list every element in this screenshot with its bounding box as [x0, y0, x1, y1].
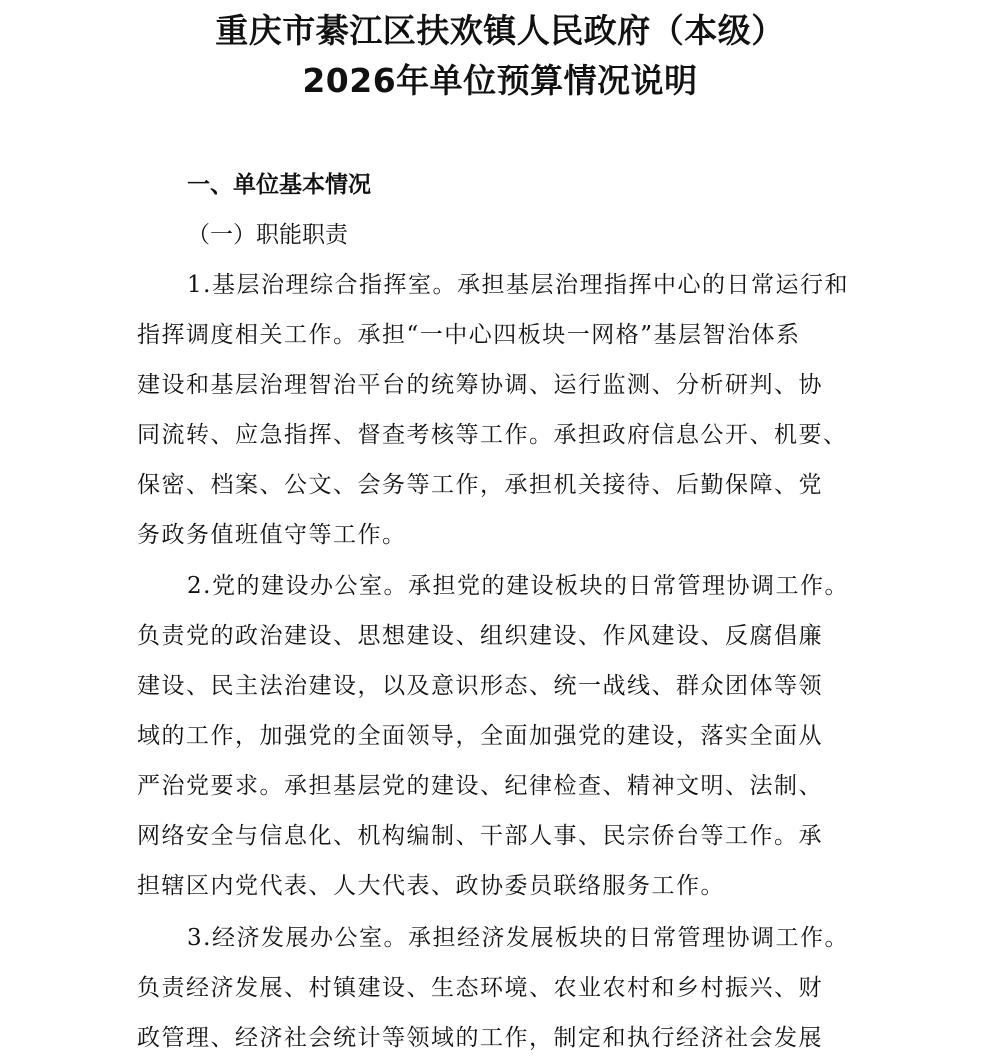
paragraph-line: 务政务值班值守等工作。 — [137, 522, 407, 548]
paragraph-line: 指挥调度相关工作。承担“一中心四板块一网格”基层智治体系 — [137, 322, 801, 348]
paragraph-line: 同流转、应急指挥、督查考核等工作。承担政府信息公开、机要、 — [137, 422, 848, 448]
paragraph-line: 严治党要求。承担基层党的建设、纪律检查、精神文明、法制、 — [137, 773, 823, 799]
paragraph-line: 建设和基层治理智治平台的统筹协调、运行监测、分析研判、协 — [137, 372, 823, 398]
paragraph-line: 负责经济发展、村镇建设、生态环境、农业农村和乡村振兴、财 — [137, 975, 823, 1001]
paragraph-line: 网络安全与信息化、机构编制、干部人事、民宗侨台等工作。承 — [137, 823, 823, 849]
paragraph-line: 负责党的政治建设、思想建设、组织建设、作风建设、反腐倡廉 — [137, 623, 823, 649]
section-heading: 一、单位基本情况 — [187, 172, 371, 198]
paragraph-line: 3.经济发展办公室。承担经济发展板块的日常管理协调工作。 — [187, 925, 849, 951]
paragraph-line: 1.基层治理综合指挥室。承担基层治理指挥中心的日常运行和 — [187, 272, 849, 298]
paragraph-line: 保密、档案、公文、会务等工作，承担机关接待、后勤保障、党 — [137, 472, 823, 498]
section-subheading: （一）职能职责 — [187, 222, 348, 248]
paragraph-line: 担辖区内党代表、人大代表、政协委员联络服务工作。 — [137, 873, 725, 899]
paragraph-line: 2.党的建设办公室。承担党的建设板块的日常管理协调工作。 — [187, 573, 849, 599]
paragraph-line: 政管理、经济社会统计等领域的工作，制定和执行经济社会发展 — [137, 1025, 823, 1051]
document-title-line-2: 2026年单位预算情况说明 — [302, 61, 698, 100]
paragraph-line: 域的工作，加强党的全面领导，全面加强党的建设，落实全面从 — [137, 723, 823, 749]
paragraph-line: 建设、民主法治建设，以及意识形态、统一战线、群众团体等领 — [137, 673, 823, 699]
document-title-line-1: 重庆市綦江区扶欢镇人民政府（本级） — [215, 11, 785, 50]
